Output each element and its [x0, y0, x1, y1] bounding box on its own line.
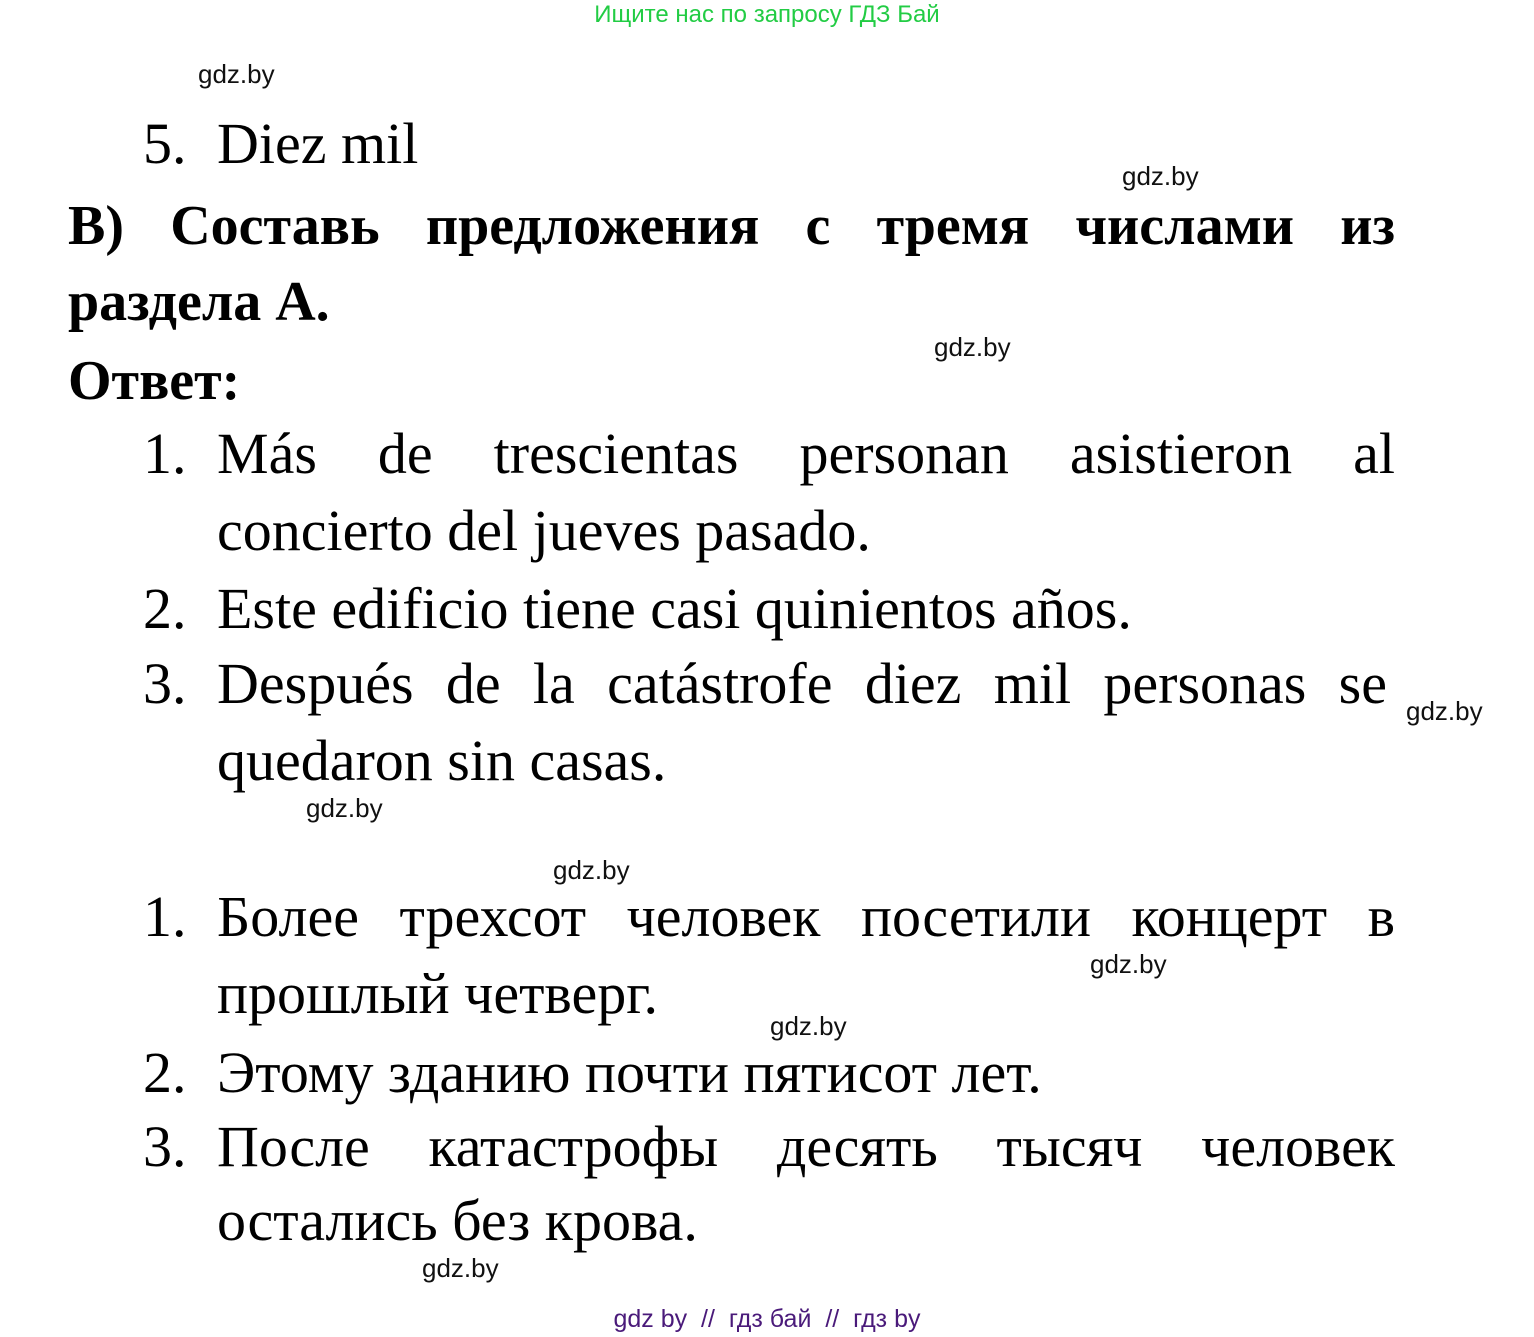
es-sentence-3-line1: Después de la catástrofe diez mil personas se — [217, 651, 1387, 716]
item-number: 5. — [143, 111, 187, 176]
item-text: Diez mil — [217, 111, 419, 176]
footer-links[interactable]: gdz by // гдз бай // гдз by — [613, 1305, 921, 1333]
watermark: gdz.by — [770, 1011, 847, 1041]
watermark: gdz.by — [306, 793, 383, 823]
answer-label: Ответ: — [68, 350, 241, 412]
ru-sentence-3-line2: остались без крова. — [217, 1188, 698, 1253]
ru-sentence-1-line2: прошлый четверг. — [217, 961, 658, 1026]
ru-number-2: 2. — [143, 1040, 187, 1105]
ru-sentence-1-line1: Более трехсот человек посетили концерт в — [217, 884, 1395, 949]
watermark: gdz.by — [1122, 161, 1199, 191]
es-sentence-1-line2: concierto del jueves pasado. — [217, 498, 871, 563]
ru-number-1: 1. — [143, 884, 187, 949]
ru-sentence-2: Этому зданию почти пятисот лет. — [217, 1040, 1042, 1105]
task-heading-line1: B) Составь предложения с тремя числами из — [68, 195, 1395, 257]
watermark: gdz.by — [553, 855, 630, 885]
header-banner: Ищите нас по запросу ГДЗ Бай — [594, 1, 940, 28]
watermark: gdz.by — [1090, 949, 1167, 979]
watermark: gdz.by — [1406, 696, 1483, 726]
es-sentence-1-line1: Más de trescientas personan asistieron al — [217, 421, 1395, 486]
watermark: gdz.by — [422, 1253, 499, 1283]
es-sentence-3-line2: quedaron sin casas. — [217, 728, 667, 793]
es-sentence-2: Este edificio tiene casi quinientos años. — [217, 576, 1132, 641]
ru-number-3: 3. — [143, 1114, 187, 1179]
es-number-2: 2. — [143, 576, 187, 641]
es-number-1: 1. — [143, 421, 187, 486]
watermark: gdz.by — [934, 332, 1011, 362]
task-heading-line2: раздела А. — [68, 271, 330, 333]
watermark: gdz.by — [198, 59, 275, 89]
es-number-3: 3. — [143, 651, 187, 716]
ru-sentence-3-line1: После катастрофы десять тысяч человек — [217, 1114, 1395, 1179]
